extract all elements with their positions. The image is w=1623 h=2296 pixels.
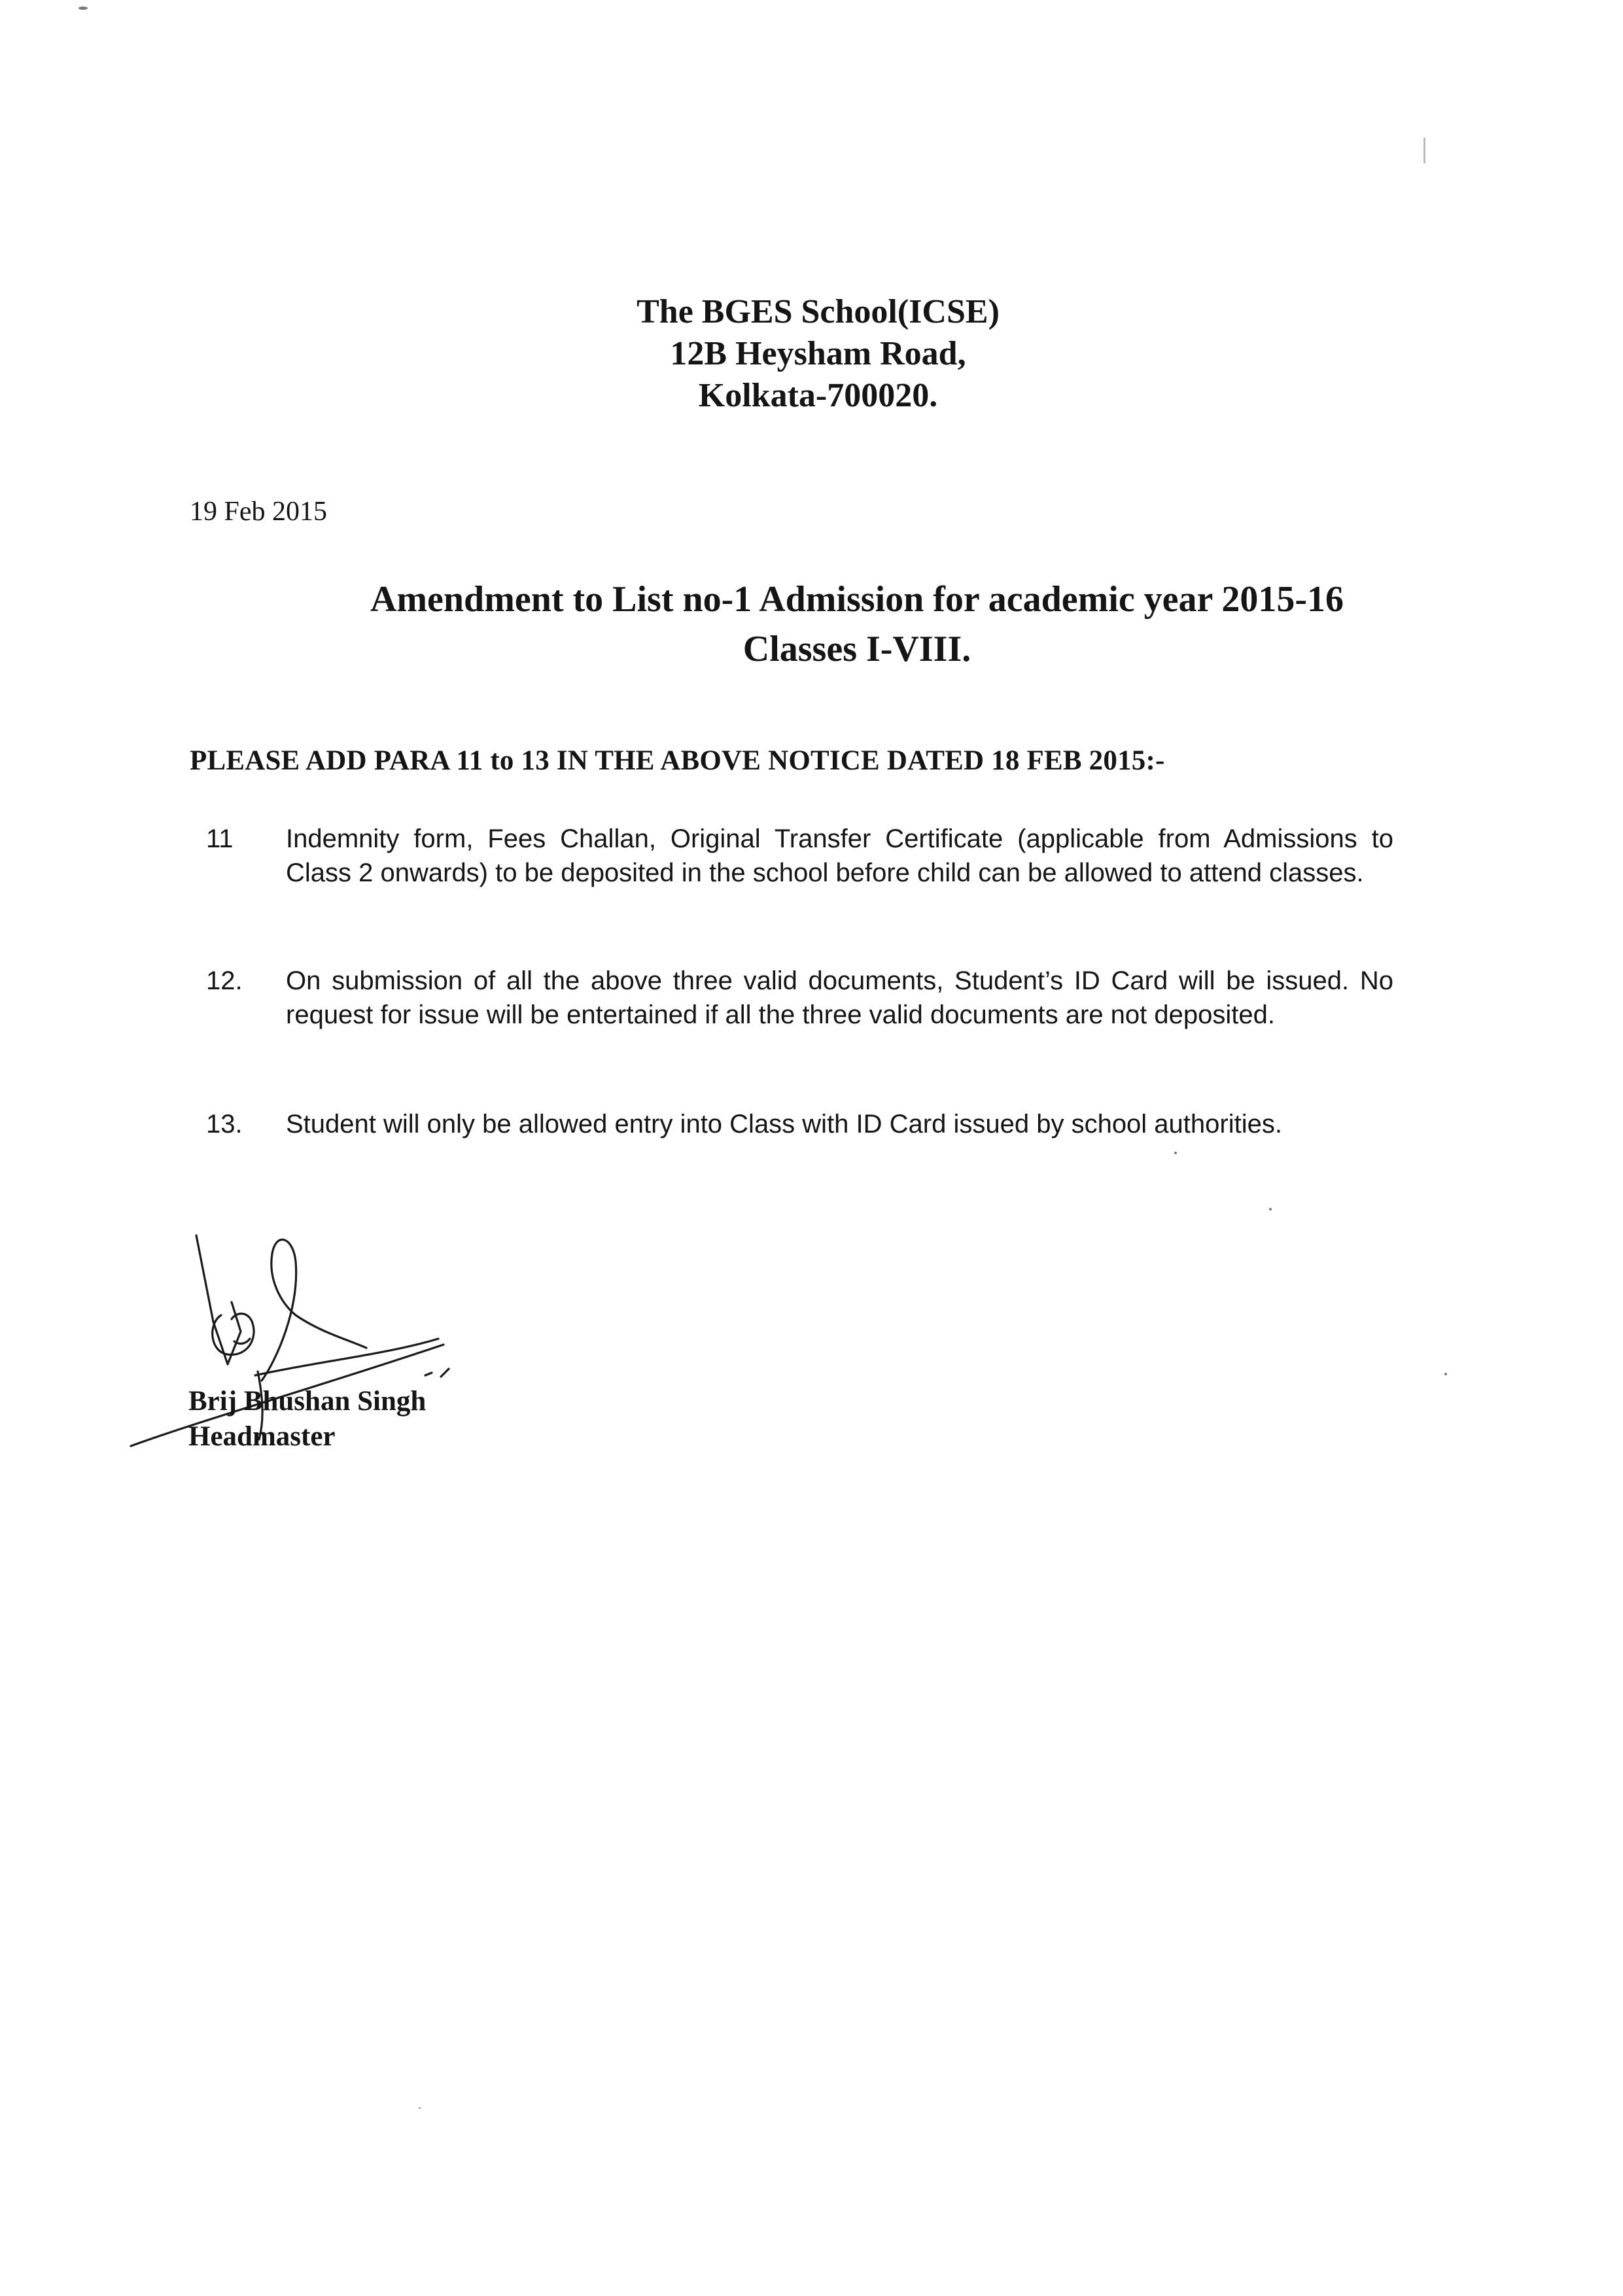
paragraph-12: [190, 964, 1393, 1032]
school-address: 12B Heysham Road,: [670, 335, 966, 372]
paragraph-13: [190, 1107, 1393, 1141]
paragraph-text: Indemnity form, Fees Challan, Original Transfer Certificate (applicable from Admissions to Class 2 onwards) to be deposited in the school before child can be allowed to attend classes.: [286, 824, 1393, 887]
notice-date: 19 Feb 2015: [190, 497, 327, 527]
school-city: Kolkata-700020.: [698, 377, 938, 414]
subject-line-2: Classes I-VIII.: [742, 629, 971, 669]
signatory-name: Brij Bhushan Singh: [188, 1386, 427, 1417]
instruction-heading: PLEASE ADD PARA 11 to 13 IN THE ABOVE NOTICE DATED 18 FEB 2015:-: [190, 745, 1165, 776]
paragraph-text: Student will only be allowed entry into Class with ID Card issued by school authorities.: [286, 1110, 1282, 1139]
paragraph-text: On submission of all the above three valid documents, Student’s ID Card will be issued. No request for issue will be entertained if all the three valid documents are not deposited.: [286, 966, 1393, 1029]
paragraph-11: [190, 822, 1393, 890]
signatory-title: Headmaster: [188, 1421, 336, 1452]
school-name: The BGES School(ICSE): [637, 293, 1000, 330]
paragraph-number: 11: [206, 824, 234, 853]
scan-speck: [1269, 1208, 1272, 1210]
scan-speck: [1444, 1373, 1447, 1375]
scan-speck: [419, 2107, 421, 2109]
scan-speck: [1423, 137, 1425, 164]
letterhead: [0, 291, 1623, 417]
notice-subject: [196, 574, 1518, 674]
scan-speck: [79, 7, 88, 10]
signature-block: [188, 1384, 426, 1455]
paragraph-number: 13.: [206, 1110, 243, 1139]
paragraph-number: 12.: [206, 966, 243, 995]
subject-line-1: Amendment to List no-1 Admission for academic year 2015-16: [370, 579, 1344, 620]
scan-speck: [1174, 1152, 1177, 1154]
